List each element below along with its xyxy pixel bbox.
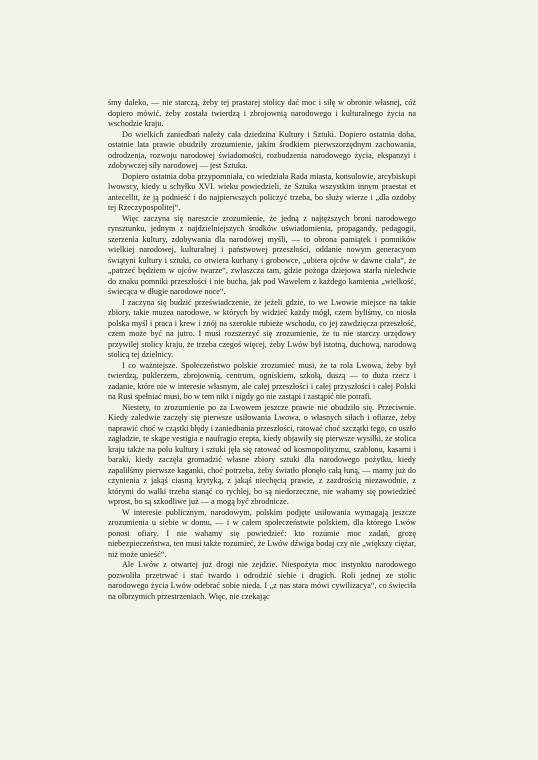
paragraph: I co ważniejsze. Społeczeństwo polskie zrozumieć musi, że ta rola Lwowa, żeby był twierdzą, puklerzem, zbrojownią, centrum, ogniskiem, szkołą, duszą — to duża rzecz i zadanie, które nie w interesie własnym, ale całej przeszłości i całej przyszłości i całej Polski na Rusi spełniać musi, bo w tem nikt i nigdy go nie zastąpi i zastąpić nie potrafi. [108, 360, 416, 401]
paragraph: Więc zaczyna się nareszcie zrozumienie, że jedną z najtęższych broni narodowego rynsztunku, jednym z najdzielniejszych środków uświadomienia, propagandy, pedagogii, szerzenia kultury, zdobywania dla narodowej myśli, — to obrona pamiątek i pomników wielkiej narodowej, kulturalnej i państwowej przeszłości, oddanie nowym generacyom świątyni kultury i sztuki, co otwiera kurhany i grobowce, „ubiera ojców w dawne ciała“, że „patrzeć będziem w ojców twarze“, zwłaszcza tam, gdzie pożoga dziejowa starła nieledwie do znaku pomniki przeszłości i nie bucha, jak pod Wawelem z każdego kamienia „wielkość, świecąca w długie narodowe noce“. [108, 213, 416, 296]
paragraph: Niestety, to zrozumienie po za Lwowem jeszcze prawie nie obudziło się. Przeciwnie. Kiedy zaledwie zaczęły się pierwsze usiłowania Lwowa, o własnych siłach i ofiarze, żeby naprawić choć w cząstki błędy i zaniedbania przeszłości, ratować choć szczątki tego, co uszło zagładzie, te skąpe vestigia e naufragio erepta, kiedy objawiły się pierwsze wysiłki, że stolica kraju także na polu kultury i sztuki jęła się ratować od kosmopolityzmu, szablonu, kasarni i baraki, kiedy zaczęła gromadzić własne zbiory sztuki dla narodowego pożytku, kiedy zapaliłśmy pierwsze kaganki, choć potrzeba, żeby światło płonęło całą łuną, — mamy już do czynienia z jakąś ciasną krytyką, z jakąś niechęcią prawie, z zazdrością niezawodnie, z którymi do walki trzeba stanąć co rychlej, bo są niedorzeczne, nie wahamy się powiedzieć wprost, bo są szkodliwe już — a mogą być zbrodnicze. [108, 402, 416, 506]
body-text [108, 98, 416, 602]
paragraph: W interesie publicznym, narodowym, polskim podjęte usiłowania wymagają jeszcze zrozumienia u siebie w domu, — i w całem społeczeństwie polskiem, dla którego Lwów ponosi ofiary. I nie wahamy się powiedzieć: kto rozumie moc zadań, grozę niebezpieczeństwa, ten musi także rozumieć, że Lwów dźwiga bodaj czy nie „większy ciężar, niż może unieść“. [108, 507, 416, 559]
paragraph: Do wielkich zaniedbań należy cała dziedzina Kultury i Sztuki. Dopiero ostatnia doba, ostatnie lata prawie obudziły zrozumienie, jakim środkiem pierwszorzędnym zachowania, odrodzenia, rozwoju narodowej świadomości, rozbudzenia narodowego życia, ekspanzyi i zdobywczej siły narodowej — jest Sztuka. [108, 129, 416, 170]
paragraph: śmy daleko, — nie starczą, żeby tej prastarej stolicy dać moc i siłę w obronie własnej, cóż dopiero mówić, żeby została twierdzą i zbrojownią narodowego i kulturalnego życia na wschodzie kraju. [108, 98, 416, 128]
paragraph: I zaczyna się budzić przeświadczenie, że jeżeli gdzie, to we Lwowie miejsce na takie zbiory, takie muzea narodowe, w których by widzieć każdy mógł, czem byliśmy, co niosła polska myśl i praca i krew i znój na szerokie rubieże wschodu, co jej zawdzięcza przeszłość, czem może być na jutro. I musi rozszerzyć się zrozumienie, że tu nie starczy urzędowy przywilej stolicy kraju, że trzeba czegoś więcej, żeby Lwów był istotną, duchową, narodową stolicą tej dzielnicy. [108, 297, 416, 359]
paragraph: Ale Lwów z otwartej już drogi nie zejdzie. Niespożyta moc instynktu narodowego pozwoliła przetrwać i stać twardo i odrodzić siebie i drugich. Roli jednej ze stolic narodowego życia Lwów odebrać sobie nieda. I „z nas stara mówi cywilizacya“, co świeciła na olbrzymich przestrzeniach. Więc, nie czekając [108, 560, 416, 601]
paragraph: Dopiero ostatnia doba przypomniała, co wiedziała Rada miasta, konsulowie, arcybiskupi lwowscy, kiedy u schyłku XVI. wieku powiedzieli, że Sztuka wszystkim innym praestat et antecellit, że ją podnieść i do najpierwszych policzyć trzeba, bo służy wierze i „dla ozdoby tej Rzeczypospolitej“. [108, 171, 416, 212]
